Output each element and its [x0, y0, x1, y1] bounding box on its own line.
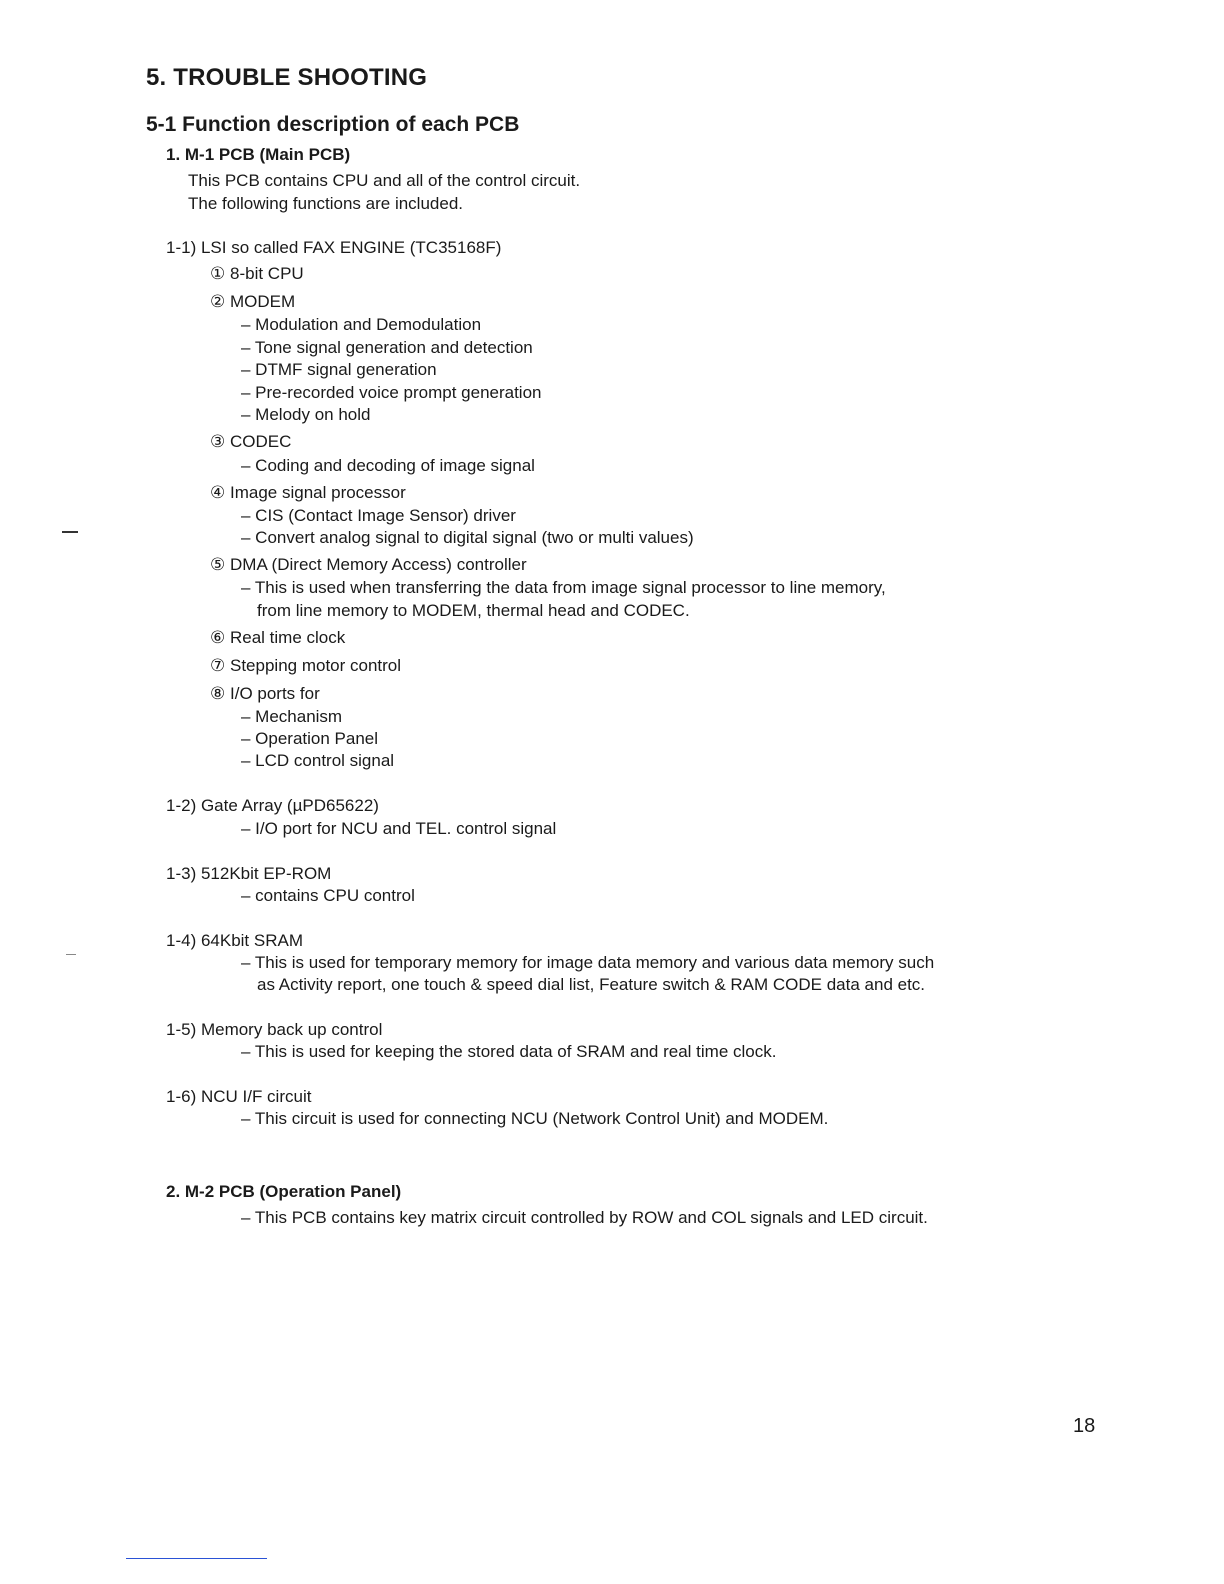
page-number: 18	[1073, 1415, 1096, 1437]
item-1-1-label: 1-1) LSI so called FAX ENGINE (TC35168F)	[166, 238, 502, 257]
item-1-2-label: 1-2) Gate Array (µPD65622)	[166, 796, 379, 815]
footer-rule	[126, 1558, 267, 1559]
sub-item-6-num: ⑥	[210, 628, 226, 647]
sub-item-8-detail-3: – LCD control signal	[241, 751, 395, 770]
scan-mark	[66, 954, 76, 955]
sub-item-2-num: ②	[210, 292, 226, 311]
item-1-2-detail-1: – I/O port for NCU and TEL. control signal	[241, 819, 557, 838]
sub-item-8-detail-2: – Operation Panel	[241, 729, 379, 748]
sub-item-5-label: DMA (Direct Memory Access) controller	[230, 555, 527, 574]
item-1-4-detail-2: as Activity report, one touch & speed dial list, Feature switch & RAM CODE data and etc.	[257, 975, 926, 994]
sub-item-3	[210, 431, 291, 453]
pcb1-heading: 1. M-1 PCB (Main PCB)	[166, 145, 351, 164]
sub-item-3-num: ③	[210, 432, 226, 451]
sub-item-5-detail-2: from line memory to MODEM, thermal head and CODEC.	[257, 601, 690, 620]
sub-item-3-label: CODEC	[230, 432, 292, 451]
sub-item-4-label: Image signal processor	[230, 483, 406, 502]
sub-item-2-detail-2: – Tone signal generation and detection	[241, 338, 533, 357]
scan-mark	[62, 531, 78, 533]
sub-item-6	[210, 627, 345, 649]
item-1-3-label: 1-3) 512Kbit EP-ROM	[166, 864, 332, 883]
pcb2-heading: 2. M-2 PCB (Operation Panel)	[166, 1182, 402, 1201]
sub-item-2-detail-5: – Melody on hold	[241, 405, 371, 424]
item-1-5-detail-1: – This is used for keeping the stored data of SRAM and real time clock.	[241, 1042, 777, 1061]
sub-item-2	[210, 291, 295, 313]
pcb2-detail-1: – This PCB contains key matrix circuit controlled by ROW and COL signals and LED circuit.	[241, 1208, 928, 1227]
sub-item-5	[210, 554, 527, 576]
item-1-4-label: 1-4) 64Kbit SRAM	[166, 931, 303, 950]
sub-item-5-num: ⑤	[210, 555, 226, 574]
sub-item-8	[210, 683, 320, 705]
sub-item-2-label: MODEM	[230, 292, 296, 311]
item-1-3-detail-1: – contains CPU control	[241, 886, 415, 905]
sub-item-1-num: ①	[210, 264, 226, 283]
item-1-4-detail-1: – This is used for temporary memory for image data memory and various data memory such	[241, 953, 935, 972]
item-1-6-label: 1-6) NCU I/F circuit	[166, 1087, 312, 1106]
section-heading: 5-1 Function description of each PCB	[146, 113, 520, 136]
sub-item-4-detail-1: – CIS (Contact Image Sensor) driver	[241, 506, 516, 525]
sub-item-2-detail-1: – Modulation and Demodulation	[241, 315, 482, 334]
sub-item-1-label: 8-bit CPU	[230, 264, 304, 283]
page-title: 5. TROUBLE SHOOTING	[146, 64, 428, 91]
sub-item-6-label: Real time clock	[230, 628, 346, 647]
sub-item-4-detail-2: – Convert analog signal to digital signal (two or multi values)	[241, 528, 694, 547]
sub-item-4-num: ④	[210, 483, 226, 502]
sub-item-7	[210, 655, 401, 677]
sub-item-8-detail-1: – Mechanism	[241, 707, 343, 726]
pcb1-intro-line-2: The following functions are included.	[188, 194, 463, 213]
sub-item-2-detail-3: – DTMF signal generation	[241, 360, 437, 379]
sub-item-5-detail-1: – This is used when transferring the data from image signal processor to line memory,	[241, 578, 886, 597]
pcb1-intro-line-1: This PCB contains CPU and all of the control circuit.	[188, 171, 581, 190]
sub-item-7-num: ⑦	[210, 656, 226, 675]
item-1-5-label: 1-5) Memory back up control	[166, 1020, 383, 1039]
sub-item-4	[210, 482, 406, 504]
sub-item-3-detail-1: – Coding and decoding of image signal	[241, 456, 535, 475]
sub-item-7-label: Stepping motor control	[230, 656, 402, 675]
sub-item-8-label: I/O ports for	[230, 684, 320, 703]
sub-item-8-num: ⑧	[210, 684, 226, 703]
item-1-6-detail-1: – This circuit is used for connecting NCU (Network Control Unit) and MODEM.	[241, 1109, 829, 1128]
sub-item-2-detail-4: – Pre-recorded voice prompt generation	[241, 383, 542, 402]
sub-item-1	[210, 263, 304, 285]
